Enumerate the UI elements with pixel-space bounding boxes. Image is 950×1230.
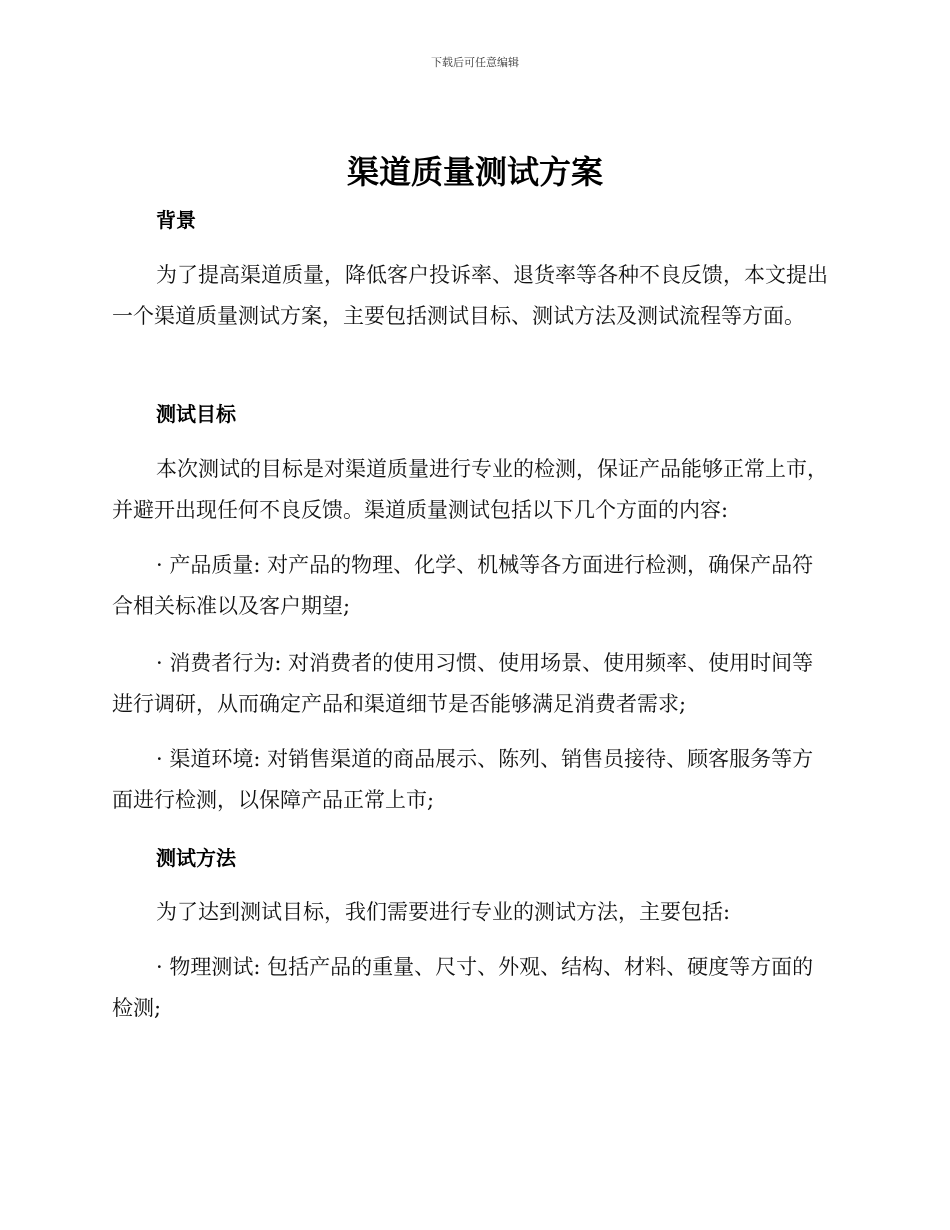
section-heading-methods: 测试方法 [156,846,236,870]
section-heading-goals: 测试目标 [156,402,236,426]
list-item-product-quality: · 产品质量: 对产品的物理、化学、机械等各方面进行检测，确保产品符合相关标准以及客户期望; [112,553,814,618]
paragraph-goals-intro: 本次测试的目标是对渠道质量进行专业的检测，保证产品能够正常上市，并避开出现任何不良反馈。渠道质量测试包括以下几个方面的内容: [112,457,828,522]
section-heading-background: 背景 [156,208,196,232]
list-item-consumer-behavior: · 消费者行为: 对消费者的使用习惯、使用场景、使用频率、使用时间等进行调研，从而确定产品和渠道细节是否能够满足消费者需求; [112,651,814,716]
document-title: 渠道质量测试方案 [346,153,603,191]
list-item-physical-test: · 物理测试: 包括产品的重量、尺寸、外观、结构、材料、硬度等方面的检测; [112,955,814,1020]
list-item-channel-environment: · 渠道环境: 对销售渠道的商品展示、陈列、销售员接待、顾客服务等方面进行检测，以保障产品正常上市; [112,747,814,812]
paragraph-background: 为了提高渠道质量，降低客户投诉率、退货率等各种不良反馈，本文提出一个渠道质量测试方案，主要包括测试目标、测试方法及测试流程等方面。 [112,263,828,328]
page-header-note: 下载后可任意编辑 [431,56,519,69]
paragraph-methods-intro: 为了达到测试目标，我们需要进行专业的测试方法，主要包括: [156,900,731,924]
